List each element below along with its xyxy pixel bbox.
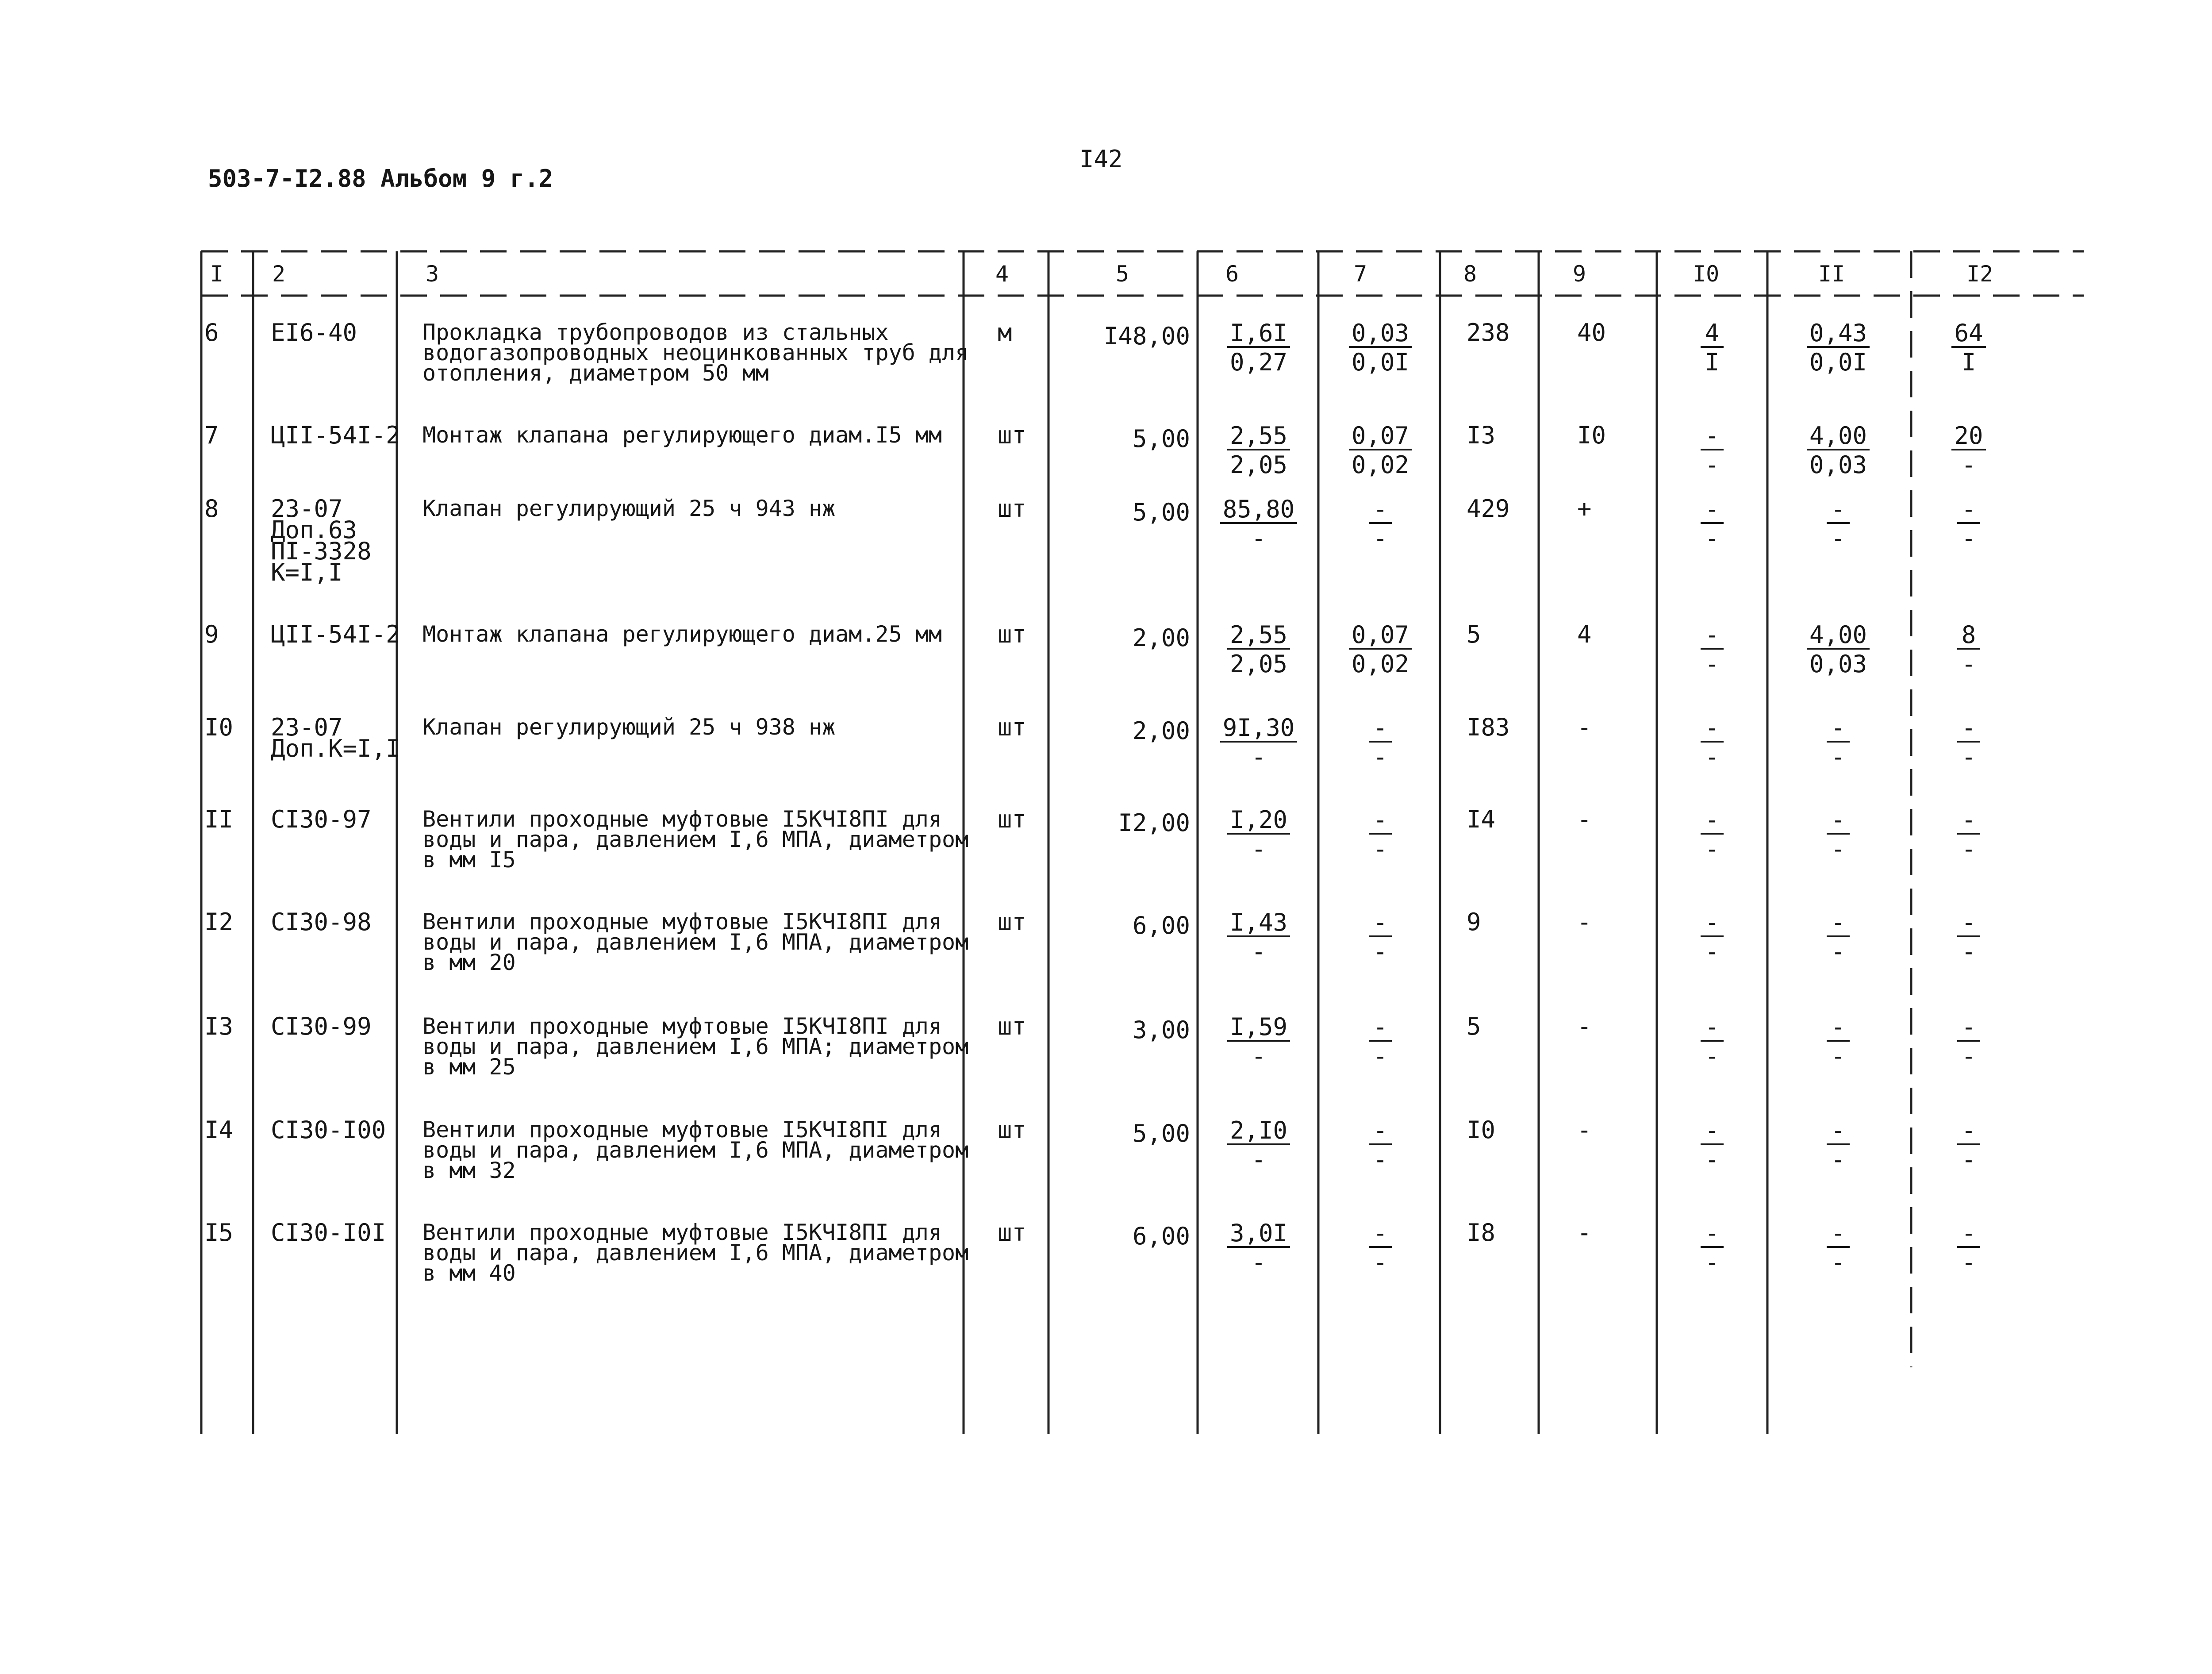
row-col12 [1924, 713, 2013, 772]
row-col10 [1668, 421, 1756, 480]
fraction-top: - [1827, 715, 1850, 743]
row-description: Клапан регулирующий 25 ч 938 нж [422, 714, 836, 740]
fraction-top: - [1369, 1118, 1392, 1145]
row-col10 [1668, 1012, 1756, 1071]
fraction-top: 9I,30 [1220, 715, 1298, 743]
fraction-top: 85,80 [1220, 496, 1298, 524]
fraction-bottom: - [1831, 1248, 1846, 1276]
row-description: Вентили проходные муфтовые I5КЧI8ПI для воды и пара, давлением I,6 МПА, диаметром в мм 40 [422, 1220, 969, 1286]
fraction-bottom: - [1961, 451, 1976, 479]
row-col7 [1336, 805, 1425, 864]
fraction-bottom: - [1705, 743, 1720, 771]
row-col11 [1794, 713, 1882, 772]
fraction-bottom: - [1961, 650, 1976, 678]
row-col12 [1924, 319, 2013, 377]
row-col10 [1668, 1219, 1756, 1277]
fraction-bottom: - [1705, 835, 1720, 863]
fraction-bottom: 0,02 [1351, 451, 1409, 479]
row-col7 [1336, 713, 1425, 772]
fraction-bottom: - [1961, 1146, 1976, 1174]
fraction-bottom: - [1251, 524, 1266, 552]
row-col10 [1668, 319, 1756, 377]
fraction-top: - [1701, 622, 1724, 650]
row-col7 [1336, 495, 1425, 553]
row-number: 7 [204, 421, 219, 449]
fraction-bottom: - [1373, 1042, 1388, 1070]
fraction-bottom: - [1705, 1248, 1720, 1276]
row-col7 [1336, 421, 1425, 480]
row-col8: I3 [1467, 421, 1496, 449]
fraction-top: 64 [1951, 320, 1985, 348]
row-col7 [1336, 620, 1425, 679]
row-col12 [1924, 620, 2013, 679]
row-code: CI30-97 [271, 805, 372, 833]
fraction-bottom: 0,27 [1229, 348, 1288, 376]
fraction-top: I,20 [1227, 807, 1290, 835]
fraction-bottom: 0,0I [1351, 348, 1409, 376]
row-col9: + [1577, 495, 1592, 523]
fraction-top: I,43 [1227, 910, 1290, 937]
row-number: I3 [204, 1012, 234, 1040]
row-code: CI30-98 [271, 908, 372, 936]
fraction-top: 20 [1951, 423, 1985, 450]
row-col12 [1924, 1116, 2013, 1174]
row-col9: - [1577, 1219, 1592, 1247]
row-unit: шт [998, 421, 1027, 449]
row-quantity: 6,00 [1132, 1222, 1190, 1250]
row-unit: м [998, 319, 1012, 346]
row-number: I4 [204, 1116, 234, 1144]
row-col10 [1668, 620, 1756, 679]
row-description: Клапан регулирующий 25 ч 943 нж [422, 496, 836, 521]
fraction-bottom: - [1705, 650, 1720, 678]
fraction-top: - [1369, 807, 1392, 835]
row-col11 [1794, 805, 1882, 864]
fraction-bottom: - [1373, 835, 1388, 863]
column-header: II [1818, 261, 1845, 287]
fraction-bottom: - [1251, 1248, 1266, 1276]
row-code: CI30-99 [271, 1012, 372, 1040]
row-unit: шт [998, 1012, 1027, 1040]
column-header: I0 [1693, 261, 1720, 287]
row-col8: I8 [1467, 1219, 1496, 1247]
row-col8: 5 [1467, 620, 1481, 648]
row-quantity: 5,00 [1132, 1120, 1190, 1147]
row-unit: шт [998, 1219, 1027, 1247]
row-col9: - [1577, 1116, 1592, 1144]
row-quantity: 2,00 [1132, 624, 1190, 652]
fraction-top: - [1957, 496, 1980, 524]
fraction-top: 0,03 [1349, 320, 1412, 348]
fraction-bottom: - [1831, 1146, 1846, 1174]
fraction-bottom: - [1961, 1042, 1976, 1070]
fraction-bottom: I [1705, 348, 1720, 376]
fraction-top: - [1827, 496, 1850, 524]
row-col8: I4 [1467, 805, 1496, 833]
fraction-top: - [1957, 910, 1980, 937]
fraction-bottom: - [1373, 938, 1388, 966]
row-code: CI30-I0I [271, 1219, 386, 1247]
fraction-top: - [1701, 496, 1724, 524]
fraction-bottom: - [1705, 1042, 1720, 1070]
fraction-bottom: 0,03 [1809, 451, 1867, 479]
row-quantity: 2,00 [1132, 717, 1190, 745]
fraction-bottom: - [1251, 938, 1266, 966]
fraction-top: - [1369, 496, 1392, 524]
row-quantity: I2,00 [1118, 809, 1190, 837]
row-number: I5 [204, 1219, 234, 1247]
fraction-top: - [1827, 910, 1850, 937]
fraction-top: 0,07 [1349, 622, 1412, 650]
fraction-bottom: - [1961, 1248, 1976, 1276]
row-col12 [1924, 1219, 2013, 1277]
row-col6 [1214, 1219, 1303, 1277]
row-col9: - [1577, 713, 1592, 741]
row-col6 [1214, 908, 1303, 966]
fraction-top: - [1369, 910, 1392, 937]
row-code: ЦII-54I-2 [271, 620, 400, 648]
row-number: I2 [204, 908, 234, 936]
fraction-top: - [1957, 807, 1980, 835]
row-col6 [1214, 319, 1303, 377]
row-col9: 4 [1577, 620, 1592, 648]
row-col6 [1214, 713, 1303, 772]
fraction-bottom: - [1705, 524, 1720, 552]
row-col9: I0 [1577, 421, 1606, 449]
fraction-top: - [1369, 1014, 1392, 1042]
fraction-bottom: - [1961, 938, 1976, 966]
column-header: 8 [1463, 261, 1477, 287]
fraction-top: - [1369, 715, 1392, 743]
column-header: 3 [426, 261, 439, 287]
fraction-top: - [1957, 1220, 1980, 1248]
row-description: Вентили проходные муфтовые I5КЧI8ПI для воды и пара, давлением I,6 МПА, диаметром в мм I5 [422, 806, 969, 873]
fraction-top: - [1701, 1118, 1724, 1145]
fraction-bottom: - [1251, 743, 1266, 771]
row-number: II [204, 805, 234, 833]
row-col11 [1794, 495, 1882, 553]
fraction-top: 4 [1701, 320, 1724, 348]
row-col7 [1336, 908, 1425, 966]
row-col8: 238 [1467, 319, 1510, 346]
fraction-top: - [1701, 715, 1724, 743]
row-number: 8 [204, 495, 219, 523]
row-col9: - [1577, 805, 1592, 833]
row-col8: I0 [1467, 1116, 1496, 1144]
fraction-bottom: 0,0I [1809, 348, 1867, 376]
row-unit: шт [998, 620, 1027, 648]
row-code: EI6-40 [271, 319, 357, 346]
fraction-bottom: 0,03 [1809, 650, 1867, 678]
row-col7 [1336, 1116, 1425, 1174]
row-unit: шт [998, 1116, 1027, 1144]
row-code: ЦII-54I-2 [271, 421, 400, 449]
fraction-top: - [1957, 1014, 1980, 1042]
row-quantity: I48,00 [1103, 322, 1190, 350]
row-col12 [1924, 805, 2013, 864]
fraction-top: - [1701, 1014, 1724, 1042]
row-number: I0 [204, 713, 234, 741]
fraction-bottom: - [1373, 524, 1388, 552]
fraction-top: - [1701, 1220, 1724, 1248]
fraction-top: I,6I [1227, 320, 1290, 348]
row-code: 23-07 Доп.63 ПI-3328 К=I,I [271, 495, 372, 586]
fraction-bottom: - [1831, 1042, 1846, 1070]
row-col8: I83 [1467, 713, 1510, 741]
column-header: 9 [1573, 261, 1586, 287]
row-col11 [1794, 620, 1882, 679]
row-quantity: 3,00 [1132, 1016, 1190, 1044]
fraction-top: I,59 [1227, 1014, 1290, 1042]
row-unit: шт [998, 495, 1027, 523]
row-code: CI30-I00 [271, 1116, 386, 1144]
row-col11 [1794, 1012, 1882, 1071]
fraction-bottom: - [1831, 835, 1846, 863]
row-col12 [1924, 1012, 2013, 1071]
fraction-top: - [1827, 807, 1850, 835]
row-col9: - [1577, 1012, 1592, 1040]
row-unit: шт [998, 713, 1027, 741]
fraction-top: - [1827, 1014, 1850, 1042]
document-code: 503-7-I2.88 Альбом 9 г.2 [208, 165, 553, 192]
row-quantity: 6,00 [1132, 912, 1190, 939]
fraction-top: 2,55 [1227, 423, 1290, 450]
row-col8: 429 [1467, 495, 1510, 523]
row-col10 [1668, 805, 1756, 864]
row-number: 6 [204, 319, 219, 346]
fraction-top: - [1701, 423, 1724, 450]
column-header: 2 [272, 261, 286, 287]
fraction-top: 4,00 [1807, 622, 1870, 650]
row-col10 [1668, 908, 1756, 966]
fraction-top: 0,07 [1349, 423, 1412, 450]
row-col6 [1214, 1012, 1303, 1071]
row-col11 [1794, 908, 1882, 966]
row-col6 [1214, 620, 1303, 679]
row-col7 [1336, 1219, 1425, 1277]
column-header: 7 [1354, 261, 1367, 287]
fraction-bottom: - [1251, 1146, 1266, 1174]
row-col6 [1214, 805, 1303, 864]
row-description: Монтаж клапана регулирующего диам.25 мм [422, 621, 942, 647]
row-col11 [1794, 319, 1882, 377]
fraction-bottom: - [1373, 1248, 1388, 1276]
row-col6 [1214, 495, 1303, 553]
row-description: Вентили проходные муфтовые I5КЧI8ПI для воды и пара, давлением I,6 МПА; диаметром в мм 25 [422, 1013, 969, 1080]
row-col12 [1924, 908, 2013, 966]
fraction-bottom: - [1373, 1146, 1388, 1174]
row-number: 9 [204, 620, 219, 648]
fraction-bottom: - [1961, 835, 1976, 863]
row-col10 [1668, 1116, 1756, 1174]
row-quantity: 5,00 [1132, 425, 1190, 453]
fraction-top: 4,00 [1807, 423, 1870, 450]
fraction-bottom: 0,02 [1351, 650, 1409, 678]
row-description: Монтаж клапана регулирующего диам.I5 мм [422, 422, 942, 448]
fraction-bottom: - [1705, 938, 1720, 966]
row-col10 [1668, 713, 1756, 772]
page-number: I42 [1079, 145, 1123, 173]
fraction-top: - [1827, 1220, 1850, 1248]
row-col11 [1794, 421, 1882, 480]
row-description: Вентили проходные муфтовые I5КЧI8ПI для воды и пара, давлением I,6 МПА, диаметром в мм 20 [422, 909, 969, 975]
fraction-top: - [1957, 715, 1980, 743]
row-description: Вентили проходные муфтовые I5КЧI8ПI для воды и пара, давлением I,6 МПА, диаметром в мм 32 [422, 1117, 969, 1183]
row-description: Прокладка трубопроводов из стальных водогазопроводных неоцинкованных труб для отопления, диаметром 50 мм [422, 319, 969, 386]
fraction-top: 2,55 [1227, 622, 1290, 650]
row-unit: шт [998, 805, 1027, 833]
column-header: I2 [1966, 261, 1993, 287]
fraction-top: - [1701, 807, 1724, 835]
row-col6 [1214, 421, 1303, 480]
row-col7 [1336, 1012, 1425, 1071]
row-col8: 9 [1467, 908, 1481, 936]
column-header: 4 [995, 261, 1009, 287]
column-header: I [210, 261, 224, 287]
fraction-top: 0,43 [1807, 320, 1870, 348]
row-unit: шт [998, 908, 1027, 936]
fraction-top: 8 [1957, 622, 1980, 650]
fraction-top: - [1827, 1118, 1850, 1145]
fraction-bottom: - [1251, 835, 1266, 863]
fraction-bottom: 2,05 [1229, 451, 1288, 479]
row-code: 23-07 Доп.К=I,I [271, 713, 400, 762]
row-col7 [1336, 319, 1425, 377]
fraction-bottom: - [1831, 938, 1846, 966]
row-col12 [1924, 421, 2013, 480]
row-col9: 40 [1577, 319, 1606, 346]
fraction-bottom: - [1251, 1042, 1266, 1070]
fraction-bottom: - [1831, 524, 1846, 552]
fraction-bottom: - [1831, 743, 1846, 771]
fraction-bottom: 2,05 [1229, 650, 1288, 678]
row-col10 [1668, 495, 1756, 553]
row-col6 [1214, 1116, 1303, 1174]
row-col9: - [1577, 908, 1592, 936]
fraction-bottom: - [1961, 524, 1976, 552]
fraction-bottom: I [1961, 348, 1976, 376]
row-quantity: 5,00 [1132, 498, 1190, 526]
fraction-top: - [1369, 1220, 1392, 1248]
column-header: 6 [1225, 261, 1239, 287]
row-col12 [1924, 495, 2013, 553]
row-col11 [1794, 1219, 1882, 1277]
fraction-top: 3,0I [1227, 1220, 1290, 1248]
row-col11 [1794, 1116, 1882, 1174]
fraction-bottom: - [1961, 743, 1976, 771]
fraction-bottom: - [1373, 743, 1388, 771]
fraction-bottom: - [1705, 1146, 1720, 1174]
fraction-top: 2,I0 [1227, 1118, 1290, 1145]
fraction-top: - [1701, 910, 1724, 937]
column-header: 5 [1116, 261, 1129, 287]
fraction-top: - [1957, 1118, 1980, 1145]
fraction-bottom: - [1705, 451, 1720, 479]
row-col8: 5 [1467, 1012, 1481, 1040]
